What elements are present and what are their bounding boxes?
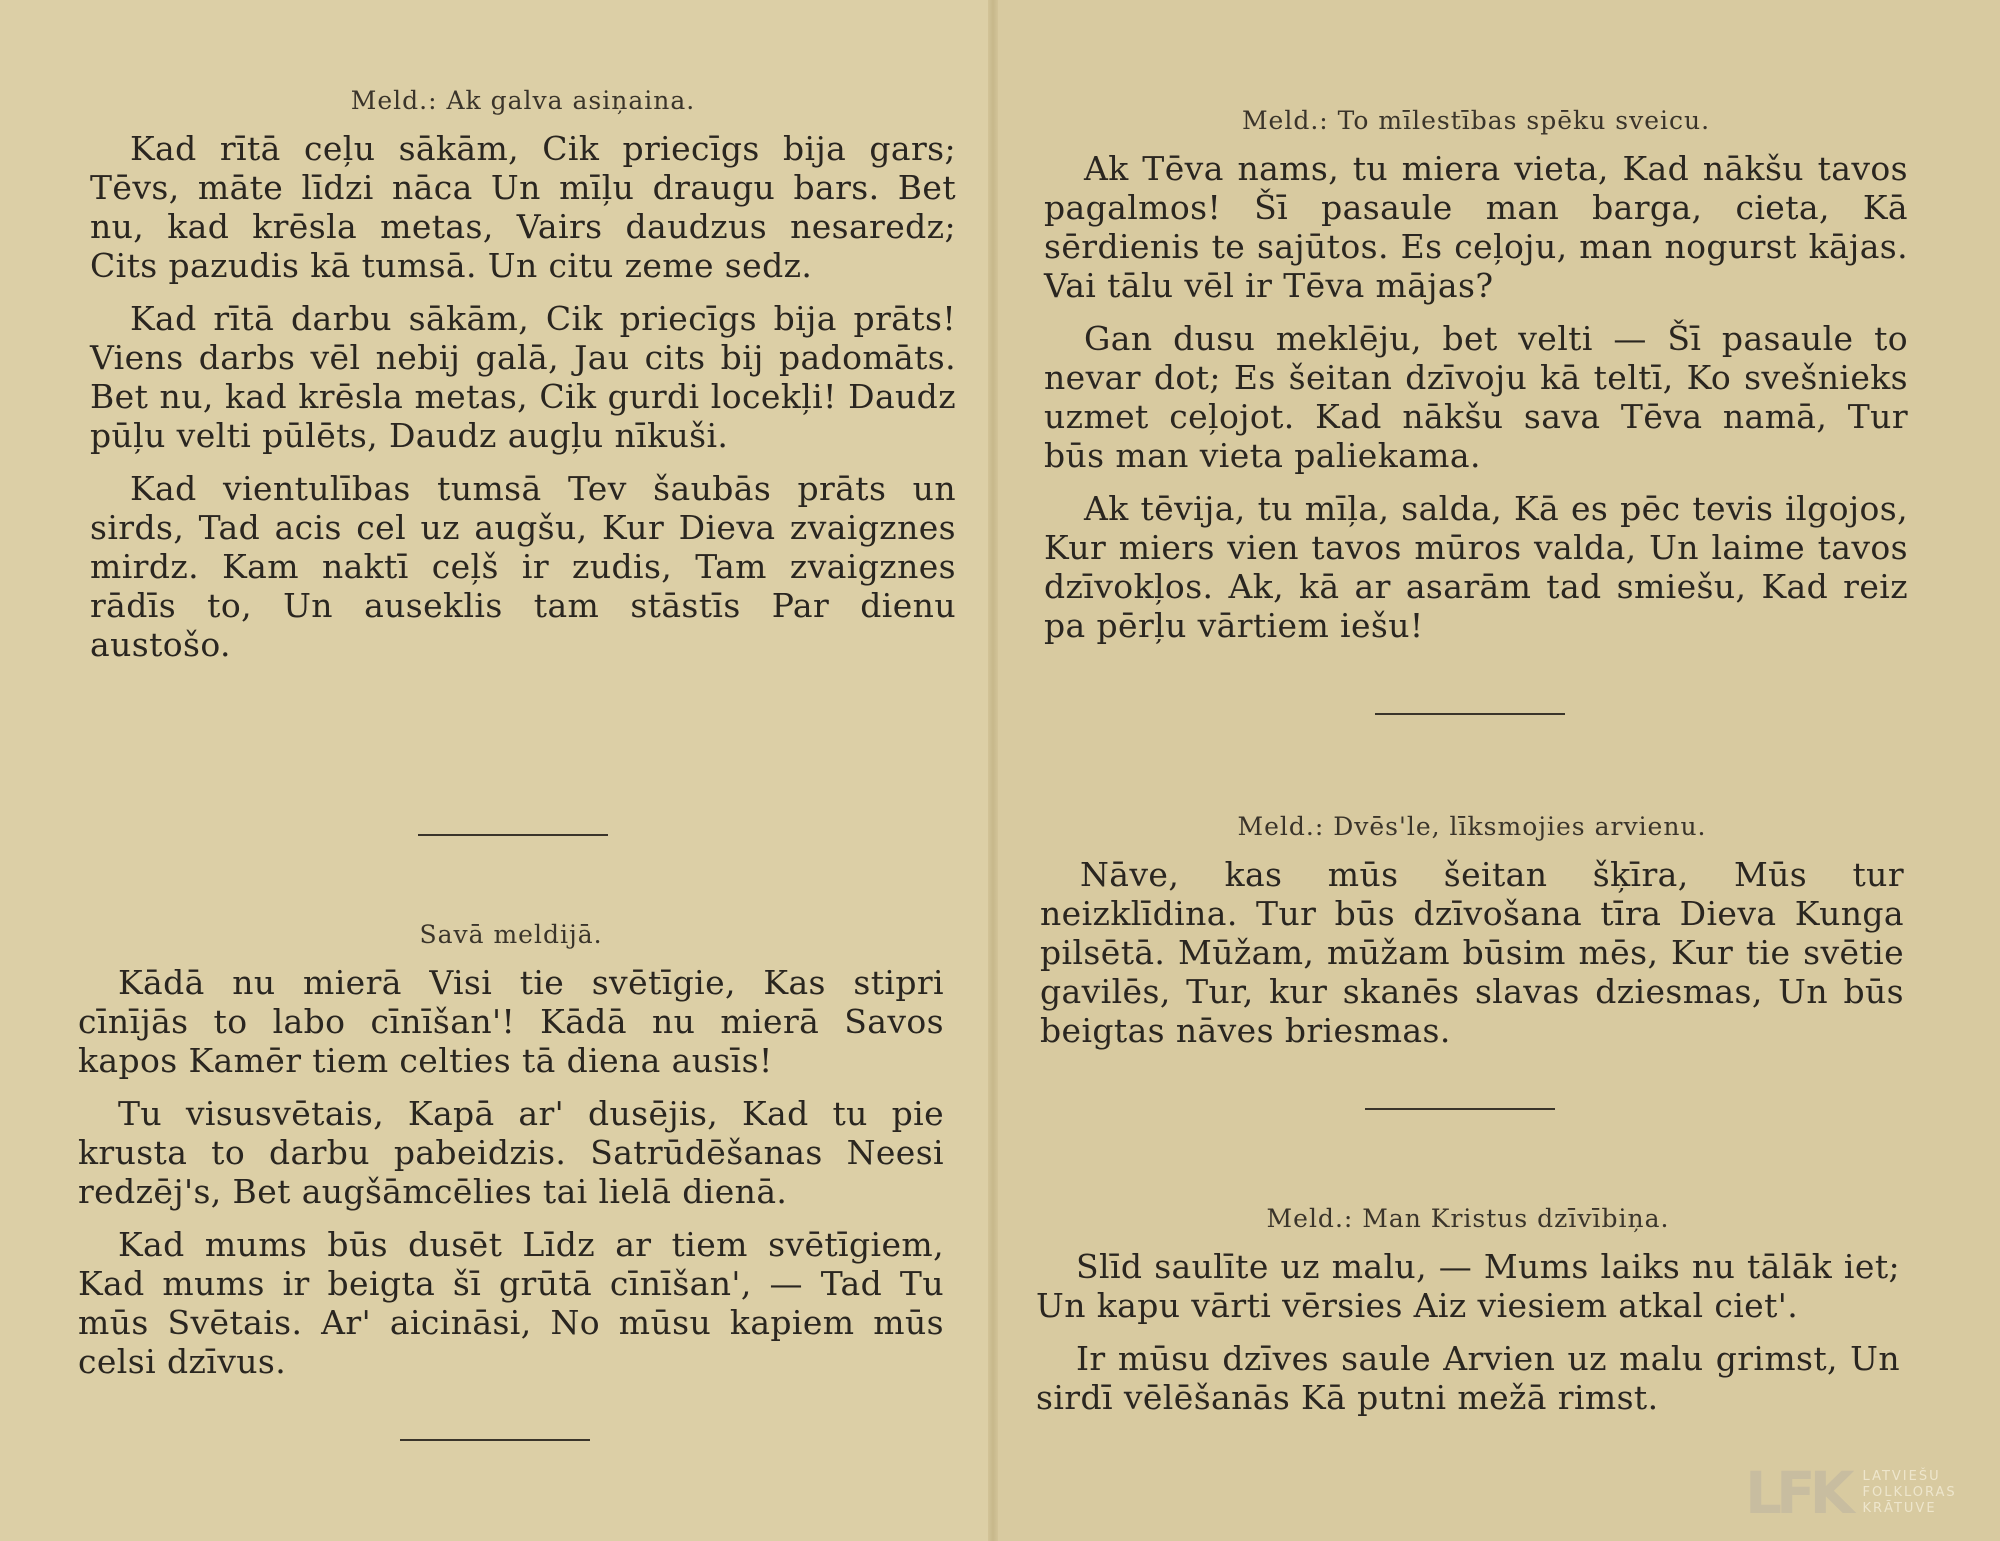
melody-heading: Meld.: Man Kristus dzīvībiņa. xyxy=(1266,1204,1670,1233)
watermark-line: LATVIEŠU xyxy=(1862,1469,1941,1484)
song-ak-galva xyxy=(90,86,956,678)
lfk-logo-icon: LFK xyxy=(1745,1459,1849,1527)
stanza: Ak tēvija, tu mīļa, salda, Kā es pēc tevis ilgojos, Kur miers vien tavos mūros valda, Un laime tavos dzīvokļos. Ak, kā ar asarām tad smiešu, Kad reiz pa pērļu vārtiem iešu! xyxy=(1044,489,1908,645)
stanza: Tu visusvētais, Kapā ar' dusējis, Kad tu pie krusta to darbu pabeidzis. Satrūdēšanas Neesi redzēj's, Bet augšāmcēlies tai lielā dienā. xyxy=(78,1094,944,1211)
song-man-kristus xyxy=(1036,1204,1900,1431)
stanza: Kad rītā darbu sākām, Cik priecīgs bija prāts! Viens darbs vēl nebij galā, Jau cits bij padomāts. Bet nu, kad krēsla metas, Cik gurdi locekļi! Daudz pūļu velti pūlēts, Daudz augļu nīkuši. xyxy=(90,299,956,455)
watermark-line: FOLKLORAS xyxy=(1862,1485,1957,1500)
stanza: Slīd saulīte uz malu, — Mums laiks nu tālāk iet; Un kapu vārti vērsies Aiz viesiem atkal ciet'. xyxy=(1036,1247,1900,1325)
song-to-milestibas xyxy=(1044,106,1908,659)
book-spine xyxy=(988,0,998,1541)
stanza: Kad mums būs dusēt Līdz ar tiem svētīgiem, Kad mums ir beigta šī grūtā cīnīšan', — Tad Tu mūs Svētais. Ar' aicināsi, No mūsu kapiem mūs celsi dzīvus. xyxy=(78,1225,944,1381)
melody-heading: Savā meldijā. xyxy=(419,920,603,949)
stanza: Ak Tēva nams, tu miera vieta, Kad nākšu tavos pagalmos! Šī pasaule man barga, cieta, Kā sērdienis te sajūtos. Es ceļoju, man nogurst kājas. Vai tālu vēl ir Tēva mājas? xyxy=(1044,149,1908,305)
watermark-line: KRĀTUVE xyxy=(1862,1501,1937,1516)
melody-heading: Meld.: Ak galva asiņaina. xyxy=(350,86,696,115)
melody-heading: Meld.: Dvēs'le, līksmojies arvienu. xyxy=(1237,812,1707,841)
archive-watermark-logo xyxy=(1745,1458,1981,1528)
stanza: Kad vientulības tumsā Tev šaubās prāts un sirds, Tad acis cel uz augšu, Kur Dieva zvaigznes mirdz. Kam naktī ceļš ir zudis, Tam zvaigznes rādīs to, Un auseklis tam stāstīs Par dienu austošo. xyxy=(90,469,956,664)
divider-rule xyxy=(1375,713,1565,715)
stanza: Ir mūsu dzīves saule Arvien uz malu grimst, Un sirdī vēlēšanās Kā putni mežā rimst. xyxy=(1036,1339,1900,1417)
stanza: Kad rītā ceļu sākām, Cik priecīgs bija gars; Tēvs, māte līdzi nāca Un mīļu draugu bars. Bet nu, kad krēsla metas, Vairs daudzus nesaredz; Cits pazudis kā tumsā. Un citu zeme sedz. xyxy=(90,129,956,285)
divider-rule xyxy=(418,834,608,836)
stanza: Kādā nu mierā Visi tie svētīgie, Kas stipri cīnījās to labo cīnīšan'! Kādā nu mierā Savos kapos Kamēr tiem celties tā diena ausīs! xyxy=(78,963,944,1080)
divider-rule xyxy=(1365,1108,1555,1110)
stanza: Nāve, kas mūs šeitan šķīra, Mūs tur neizklīdina. Tur būs dzīvošana tīra Dieva Kunga pilsētā. Mūžam, mūžam būsim mēs, Kur tie svētie gavilēs, Tur, kur skanēs slavas dziesmas, Un būs beigtas nāves briesmas. xyxy=(1040,855,1904,1050)
divider-rule xyxy=(400,1439,590,1441)
song-sava-meldija xyxy=(78,920,944,1395)
stanza: Gan dusu meklēju, bet velti — Šī pasaule to nevar dot; Es šeitan dzīvoju kā teltī, Ko svešnieks uzmet ceļojot. Kad nākšu sava Tēva namā, Tur būs man vieta paliekama. xyxy=(1044,319,1908,475)
melody-heading: Meld.: To mīlestības spēku sveicu. xyxy=(1241,106,1711,135)
watermark-text xyxy=(1863,1469,1957,1517)
song-dvesle xyxy=(1040,812,1904,1064)
